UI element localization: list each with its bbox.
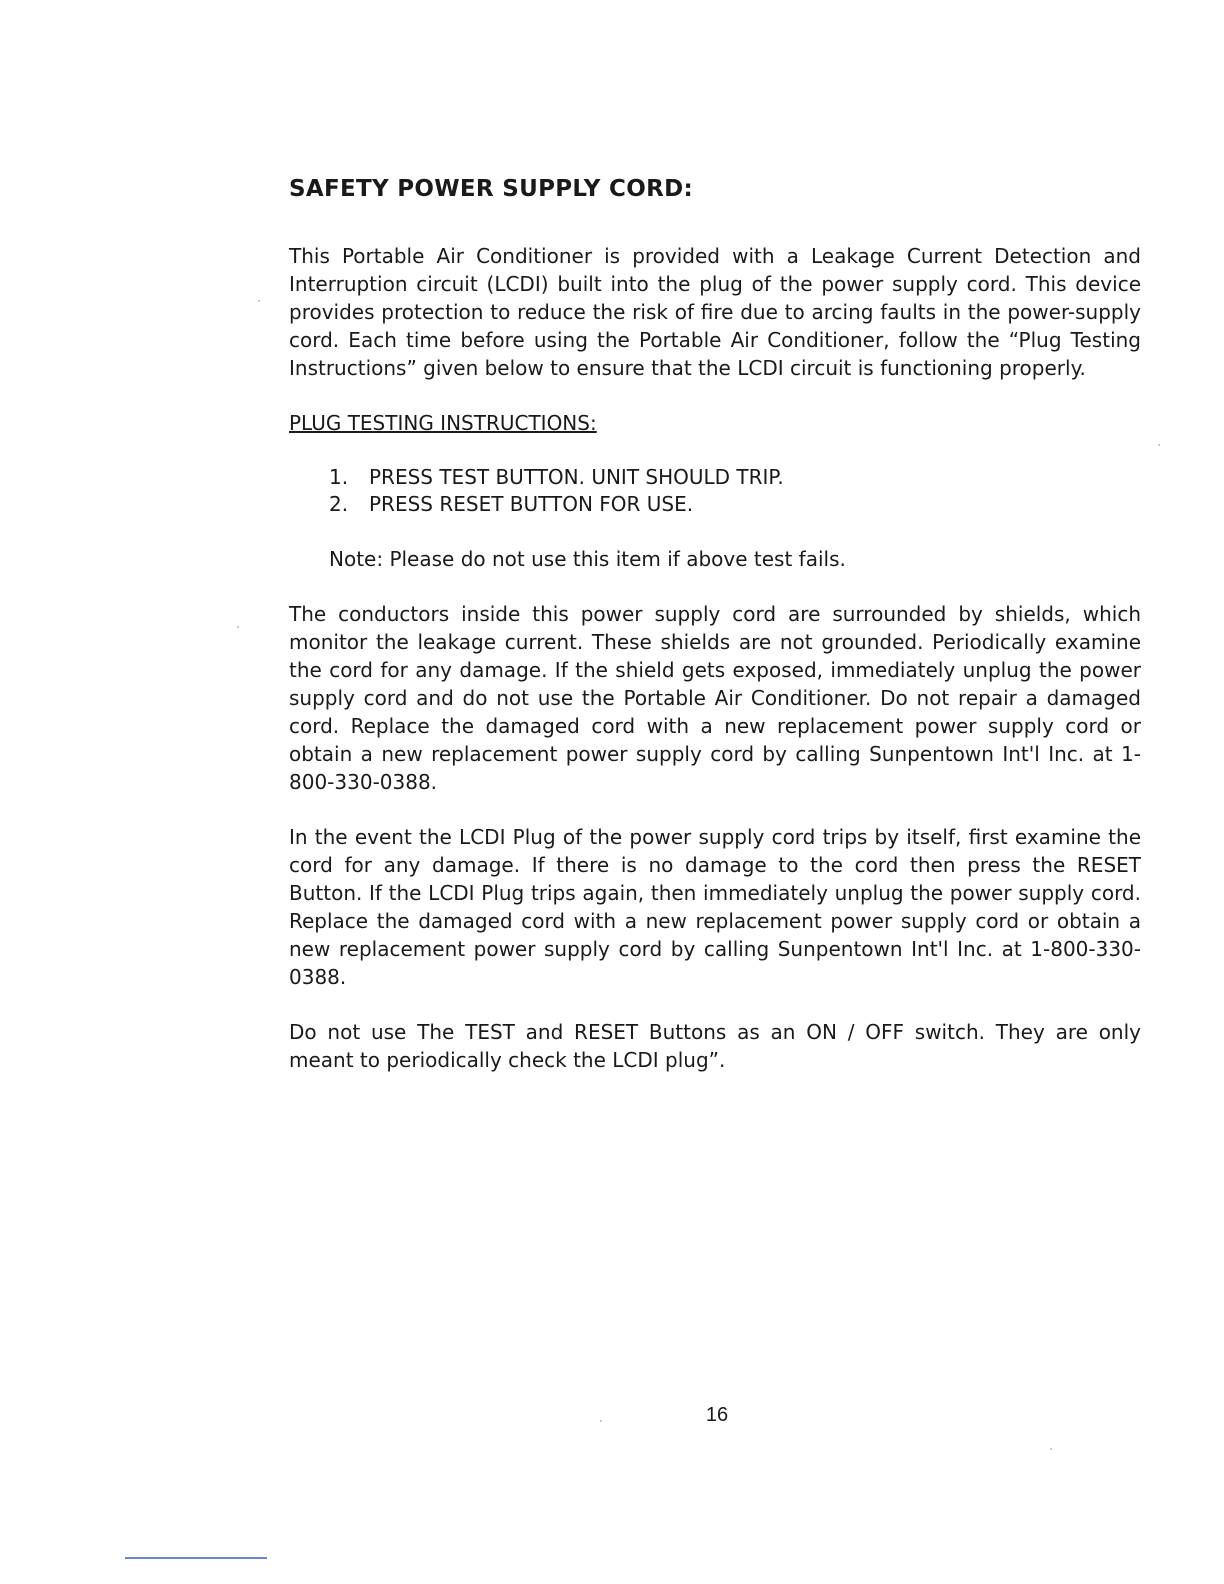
scan-speck	[1158, 444, 1160, 446]
scan-edge-rule	[125, 1557, 267, 1559]
scan-speck	[1050, 1448, 1052, 1450]
conductors-paragraph: The conductors inside this power supply cord are surrounded by shields, which monitor the leakage current. These shields are not grounded. Periodically examine the cord for any damage. If the shield gets exposed, immediately unplug the power supply cord and do not use the Portable Air Conditioner. Do not repair a damaged cord. Replace the damaged cord with a new replacement power supply cord or obtain a new replacement power supply cord by calling Sunpentown Int'l Inc. at 1-800-330-0388.	[289, 602, 1141, 794]
testing-steps-list	[329, 464, 1141, 518]
trip-paragraph: In the event the LCDI Plug of the power supply cord trips by itself, first examine the cord for any damage. If there is no damage to the cord then press the RESET Button. If the LCDI Plug trips again, then immediately unplug the power supply cord. Replace the damaged cord with a new replacement power supply cord or obtain a new replacement power supply cord by calling Sunpentown Int'l Inc. at 1-800-330-0388.	[289, 825, 1141, 989]
scan-speck	[258, 300, 260, 302]
step-number: 2.	[329, 492, 349, 516]
scan-speck	[600, 1420, 602, 1422]
list-item	[329, 491, 1141, 518]
step-text: PRESS RESET BUTTON FOR USE.	[369, 492, 694, 516]
list-item	[329, 464, 1141, 491]
test-note: Note: Please do not use this item if above test fails.	[329, 547, 846, 571]
intro-paragraph: This Portable Air Conditioner is provided with a Leakage Current Detection and Interruption circuit (LCDI) built into the plug of the power supply cord. This device provides protection to reduce the risk of fire due to arcing faults in the power-supply cord. Each time before using the Portable Air Conditioner, follow the “Plug Testing Instructions” given below to ensure that the LCDI circuit is functioning properly.	[289, 244, 1141, 380]
section-title: SAFETY POWER SUPPLY CORD:	[289, 176, 693, 202]
document-body	[289, 170, 1141, 1074]
scan-speck	[237, 626, 239, 628]
page-number: 16	[705, 1404, 729, 1426]
step-number: 1.	[329, 465, 349, 489]
switch-warning-paragraph: Do not use The TEST and RESET Buttons as an ON / OFF switch. They are only meant to periodically check the LCDI plug”.	[289, 1020, 1141, 1072]
step-text: PRESS TEST BUTTON. UNIT SHOULD TRIP.	[369, 465, 784, 489]
plug-testing-subheading: PLUG TESTING INSTRUCTIONS:	[289, 411, 597, 435]
